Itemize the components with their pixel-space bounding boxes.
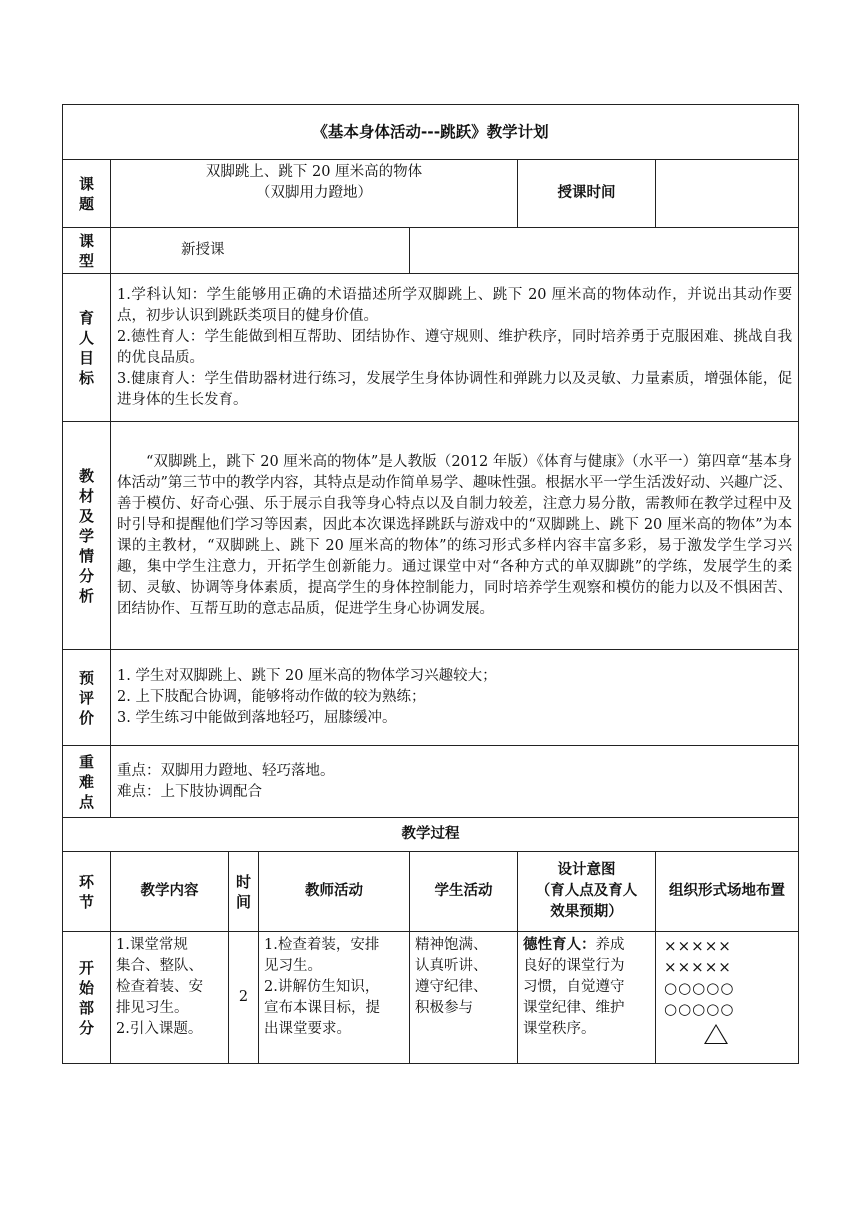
- goal-item: 1.学科认知：学生能够用正确的术语描述所学双脚跳上、跳下 20 厘米高的物体动作，并说出其动作要点，初步认识到跳跃类项目的健身价值。: [117, 286, 793, 324]
- goals-row: [63, 274, 799, 422]
- time-value: [656, 160, 799, 228]
- topic-row: [63, 160, 799, 228]
- type-blank: [410, 228, 799, 274]
- pre-eval-text: [111, 650, 799, 746]
- lesson-plan-table: [62, 104, 799, 1064]
- formation-row: ×××××: [664, 937, 732, 955]
- type-value: 新授课: [111, 228, 410, 274]
- opening-time: 2: [229, 932, 259, 1064]
- goals-label: 育 人 目 标: [63, 274, 111, 422]
- opening-design: 德性育人：养成 良好的课堂行为 习惯，自觉遵守 课堂纪律、维护 课堂秩序。: [518, 932, 656, 1064]
- col-student: 学生活动: [410, 852, 518, 932]
- analysis-row: [63, 422, 799, 650]
- topic-line-2: （双脚用力蹬地）: [256, 185, 372, 201]
- time-label: 授课时间: [518, 160, 656, 228]
- key-points-text: [111, 746, 799, 818]
- col-time: 时 间: [229, 852, 259, 932]
- col-teacher: 教师活动: [259, 852, 410, 932]
- pre-eval-item: 3. 学生练习中能做到落地轻巧，屈膝缓冲。: [117, 710, 397, 726]
- goal-item: 2.德性育人：学生能做到相互帮助、团结协作、遵守规则、维护秩序，同时培养勇于克服困难、挑战自我的优良品质。: [117, 328, 793, 366]
- formation-row: ×××××: [664, 958, 732, 976]
- analysis-text: “双脚跳上，跳下 20 厘米高的物体”是人教版（2012 年版）《体育与健康》（水平一）第四章“基本身体活动”第三节中的教学内容，其特点是动作简单易学、趣味性强。根据水平一学生活泼好动、兴趣广泛、善于模仿、好奇心强、乐于展示自我等身心特点以及自制力较差，注意力易分散，需教师在教学过程中及时引导和提醒他们学习等因素，因此本次课选择跳跃与游戏中的“双脚跳上、跳下 20 厘米高的物体”为本课的主教材，“双脚跳上、跳下 20 厘米高的物体”的练习形式多样内容丰富多彩，易于激发学生学习兴趣，集中学生注意力，开拓学生创新能力。通过课堂中对“各种方式的单双脚跳”的学练，发展学生的柔韧、灵敏、协调等身体素质，提高学生的身体控制能力，同时培养学生观察和模仿的能力以及不惧困苦、团结协作、互帮互助的意志品质，促进学生身心协调发展。: [111, 422, 799, 650]
- col-layout: 组织形式场地布置: [656, 852, 799, 932]
- title-row: [63, 105, 799, 160]
- stage-opening: 开 始 部 分: [63, 932, 111, 1064]
- lesson-plan-sheet: [62, 104, 798, 1064]
- pre-eval-row: [63, 650, 799, 746]
- col-stage: 环 节: [63, 852, 111, 932]
- key-point: 重点：双脚用力蹬地、轻巧落地。: [117, 762, 335, 779]
- difficult-point: 难点：上下肢协调配合: [117, 783, 262, 800]
- goals-text: [111, 274, 799, 422]
- key-points-label: 重 难 点: [63, 746, 111, 818]
- col-design: 设计意图 （育人点及育人 效果预期）: [518, 852, 656, 932]
- opening-student: 精神饱满、 认真听讲、 遵守纪律、 积极参与: [410, 932, 518, 1064]
- col-content: 教学内容: [111, 852, 229, 932]
- process-heading: 教学过程: [63, 818, 799, 852]
- opening-content: 1.课堂常规 集合、整队、 检查着装、安 排见习生。 2.引入课题。: [111, 932, 229, 1064]
- type-label: 课 型: [63, 228, 111, 274]
- formation-row: ○○○○○: [664, 979, 735, 997]
- teacher-triangle-icon: [704, 1024, 728, 1044]
- goal-item: 3.健康育人：学生借助器材进行练习，发展学生身体协调性和弹跳力以及灵敏、力量素质，增强体能，促进身体的生长发育。: [117, 370, 793, 408]
- analysis-label: 教 材 及 学 情 分 析: [63, 422, 111, 650]
- type-row: [63, 228, 799, 274]
- process-heading-row: [63, 818, 799, 852]
- topic-line-1: 双脚跳上、跳下 20 厘米高的物体: [205, 164, 423, 180]
- page-title: 《基本身体活动---跳跃》教学计划: [63, 105, 799, 160]
- opening-layout: [656, 932, 799, 1064]
- topic-label: 课 题: [63, 160, 111, 228]
- pre-eval-label: 预 评 价: [63, 650, 111, 746]
- pre-eval-item: 2. 上下肢配合协调，能够将动作做的较为熟练；: [117, 689, 426, 705]
- process-header-row: [63, 852, 799, 932]
- formation-row: ○○○○○: [664, 1000, 735, 1018]
- key-points-row: [63, 746, 799, 818]
- table-row: [63, 932, 799, 1064]
- pre-eval-item: 1. 学生对双脚跳上、跳下 20 厘米高的物体学习兴趣较大；: [117, 668, 497, 684]
- topic-value: [111, 160, 518, 228]
- opening-teacher: 1.检查着装，安排 见习生。 2.讲解仿生知识， 宣布本课目标，提 出课堂要求。: [259, 932, 410, 1064]
